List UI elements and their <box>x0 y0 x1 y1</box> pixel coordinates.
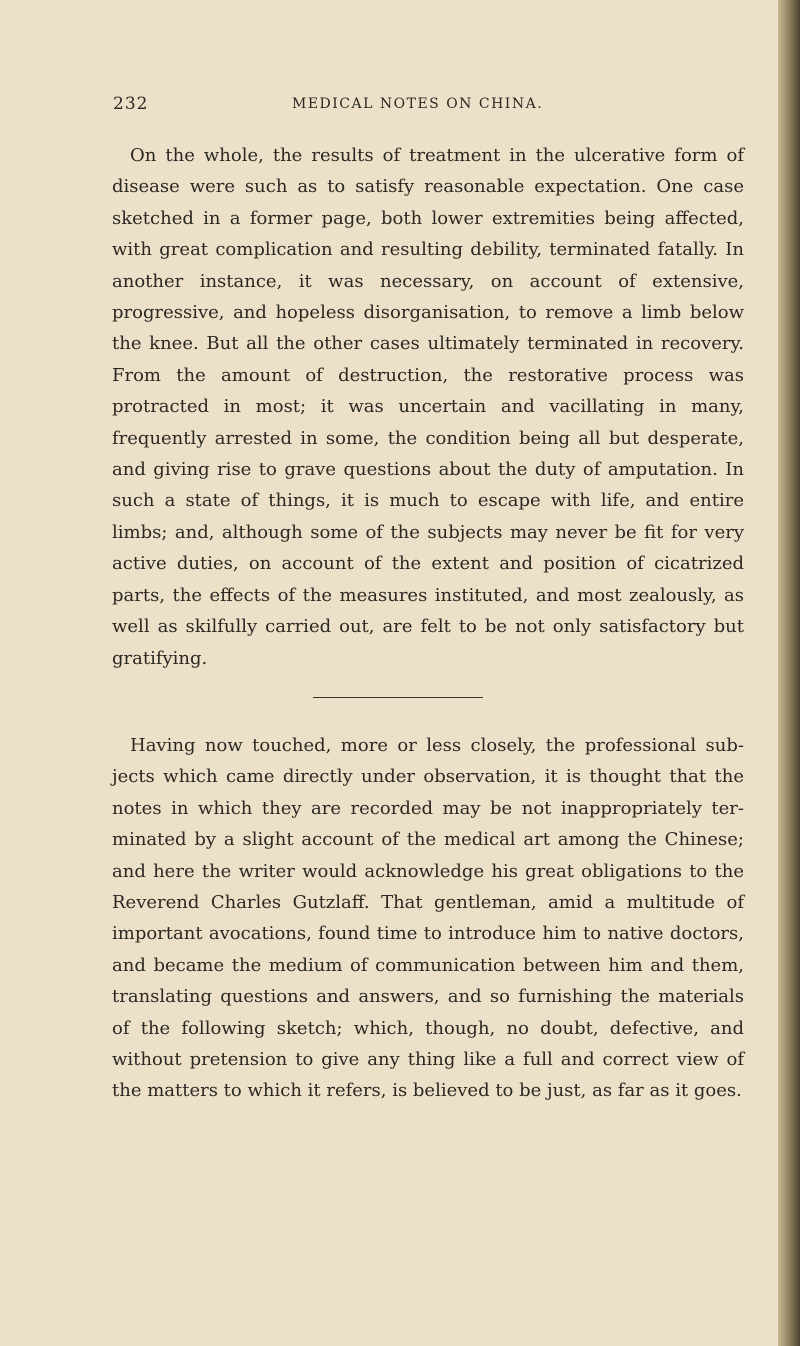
paragraph-results-of-treatment <box>112 140 744 674</box>
page-header <box>0 94 778 122</box>
paragraph-text: Having now touched, more or less closely, the professional subjects which came directly under observation, it is thought that the notes in which they are recorded may be not inappropriately terminated by a slight account of the medical art among the Chinese; and here the writer would acknowledge his great obligations to the Reverend Charles Gutzlaff. That gentleman, amid a multitude of important avocations, found time to introduce him to native doctors, and became the medium of communication between him and them, translating questions and answers, and so furnishing the materials of the following sketch; which, though, no doubt, defective, and without pretension to give any thing like a full and correct view of the matters to which it refers, is believed to be just, as far as it goes. <box>112 735 744 1102</box>
paragraph-text: On the whole, the results of treatment in the ulcerative form of disease were such as to satisfy reasonable expectation. One case sketched in a former page, both lower extremities being affected, with great complication and resulting debility, terminated fatally. In another instance, it was necessary, on account of extensive, progressive, and hopeless disorganisation, to remove a limb below the knee. But all the other cases ultimately terminated in recovery. From the amount of destruction, the restorative process was protracted in most; it was uncertain and vacillating in many, frequently arrested in some, the condition being all but desperate, and giving rise to grave questions about the duty of amputation. In such a state of things, it is much to escape with life, and entire limbs; and, although some of the subjects may never be fit for very active duties, on account of the extent and position of cicatrized parts, the effects of the measures instituted, and most zealously, as well as skilfully carried out, are felt to be not only satisfactory but gratifying. <box>112 145 744 669</box>
paragraph-medical-art-intro <box>112 730 744 1107</box>
running-title: MEDICAL NOTES ON CHINA. <box>292 96 544 112</box>
book-gutter <box>778 0 800 1346</box>
page-number: 232 <box>113 94 149 114</box>
section-divider <box>313 697 483 698</box>
